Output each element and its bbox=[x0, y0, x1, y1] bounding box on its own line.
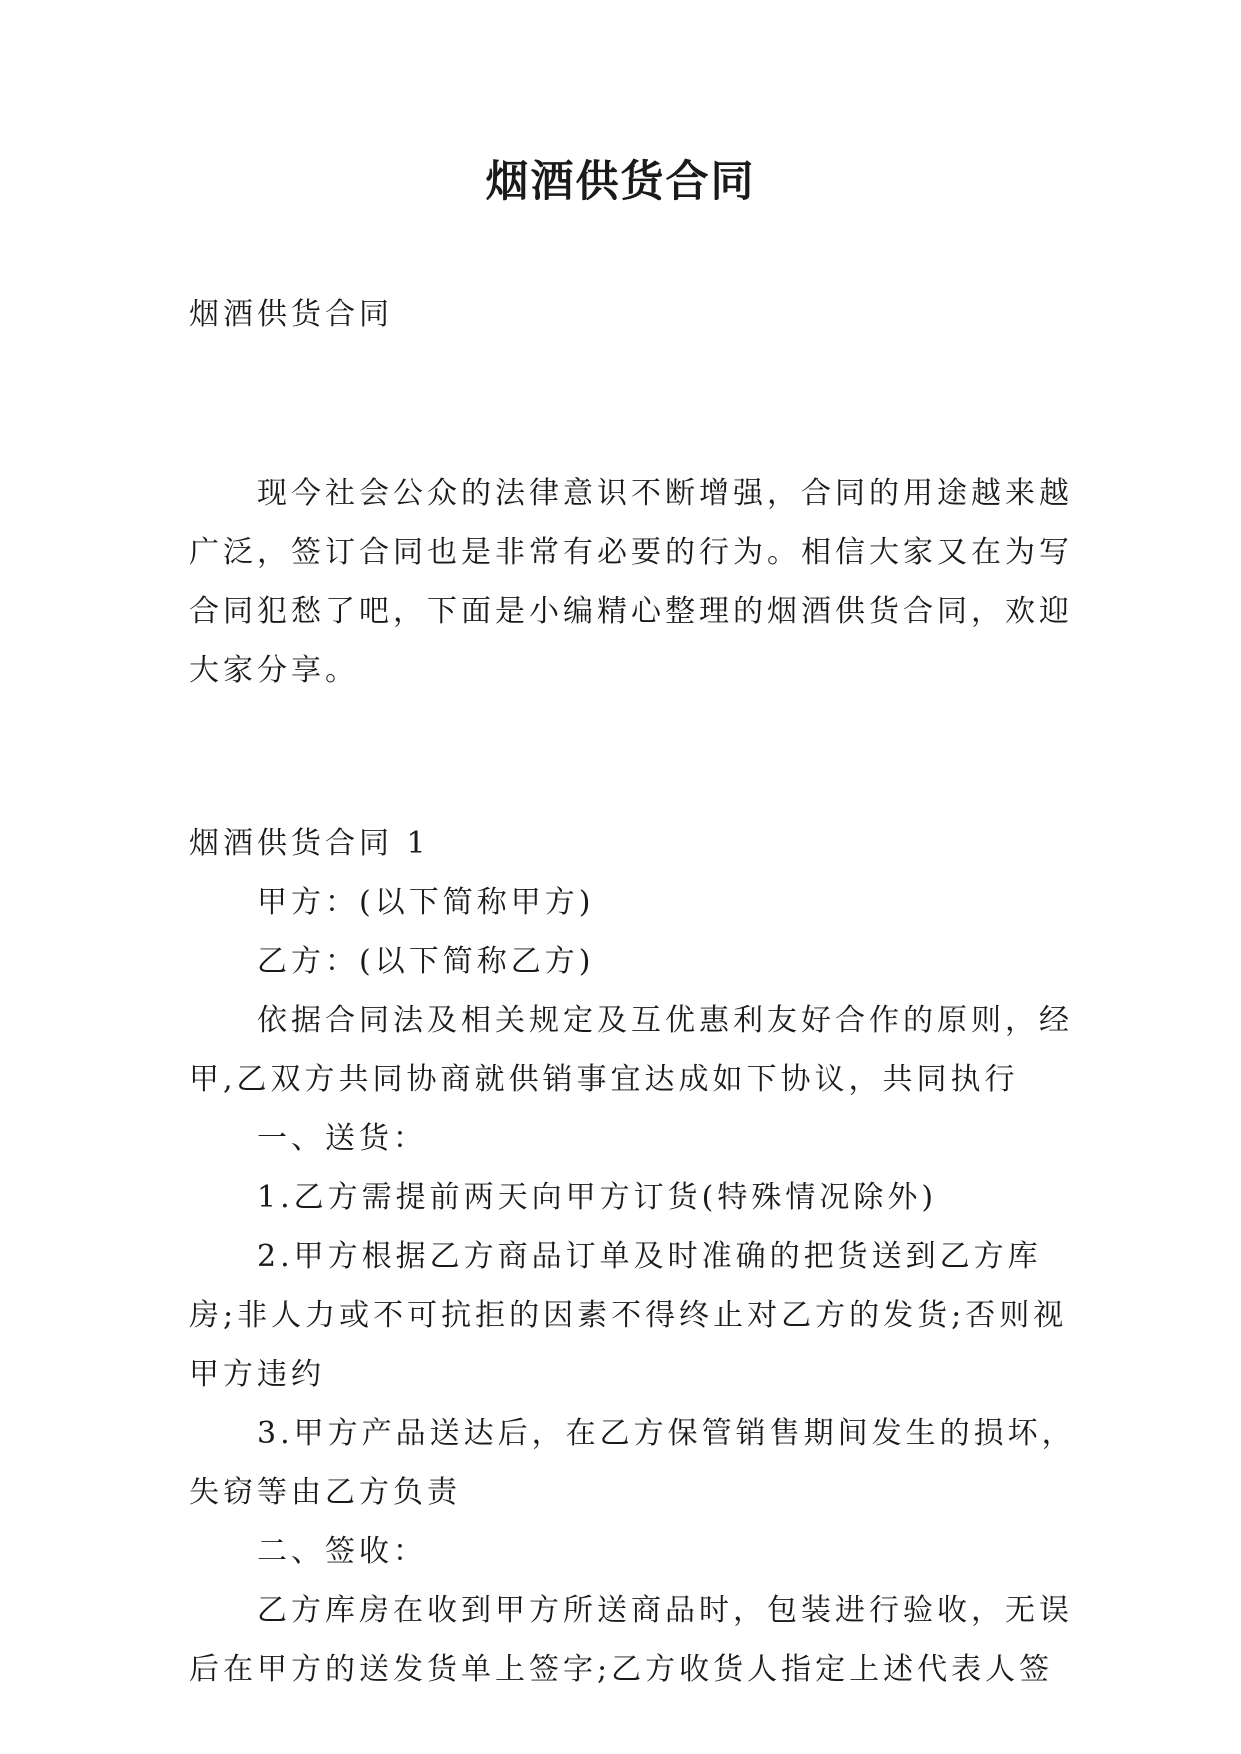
receipt-heading: 二、签收： bbox=[257, 1534, 427, 1569]
paragraph-line: 乙方库房在收到甲方所送商品时，包装进行验收，无误 bbox=[257, 1593, 1073, 1628]
paragraph-line: 3.甲方产品送达后，在乙方保管销售期间发生的损坏， bbox=[257, 1416, 1076, 1451]
party-b-line: 乙方：(以下简称乙方) bbox=[257, 944, 595, 979]
document-title: 烟酒供货合同 bbox=[485, 157, 756, 207]
delivery-item-1: 1.乙方需提前两天向甲方订货(特殊情况除外) bbox=[257, 1180, 938, 1215]
party-a-line: 甲方：(以下简称甲方) bbox=[257, 885, 595, 920]
paragraph-line: 甲方违约 bbox=[189, 1357, 325, 1392]
paragraph-line: 现今社会公众的法律意识不断增强，合同的用途越来越 bbox=[257, 476, 1073, 511]
paragraph-line: 甲,乙双方共同协商就供销事宜达成如下协议，共同执行 bbox=[189, 1062, 1019, 1097]
delivery-item-3 bbox=[189, 1404, 1076, 1522]
receipt-paragraph bbox=[189, 1581, 1073, 1699]
paragraph-line: 后在甲方的送发货单上签字;乙方收货人指定上述代表人签 bbox=[189, 1652, 1054, 1687]
document-subtitle: 烟酒供货合同 bbox=[189, 297, 393, 332]
paragraph-line: 房;非人力或不可抗拒的因素不得终止对乙方的发货;否则视 bbox=[189, 1298, 1068, 1333]
spacer bbox=[189, 700, 1055, 814]
paragraph-line: 合同犯愁了吧，下面是小编精心整理的烟酒供货合同，欢迎 bbox=[189, 594, 1073, 629]
paragraph-line: 依据合同法及相关规定及互优惠利友好合作的原则，经 bbox=[257, 1003, 1073, 1038]
paragraph-line: 失窃等由乙方负责 bbox=[189, 1475, 461, 1510]
spacer bbox=[189, 344, 1055, 464]
section-title: 烟酒供货合同 1 bbox=[189, 826, 430, 861]
intro-paragraph bbox=[189, 464, 1073, 700]
delivery-item-2 bbox=[189, 1227, 1068, 1404]
paragraph-line: 大家分享。 bbox=[189, 653, 359, 688]
delivery-heading: 一、送货： bbox=[257, 1121, 427, 1156]
preamble-paragraph bbox=[189, 991, 1073, 1109]
document-body bbox=[189, 285, 1076, 1699]
paragraph-line: 广泛，签订合同也是非常有必要的行为。相信大家又在为写 bbox=[189, 535, 1073, 570]
paragraph-line: 2.甲方根据乙方商品订单及时准确的把货送到乙方库 bbox=[257, 1239, 1042, 1274]
